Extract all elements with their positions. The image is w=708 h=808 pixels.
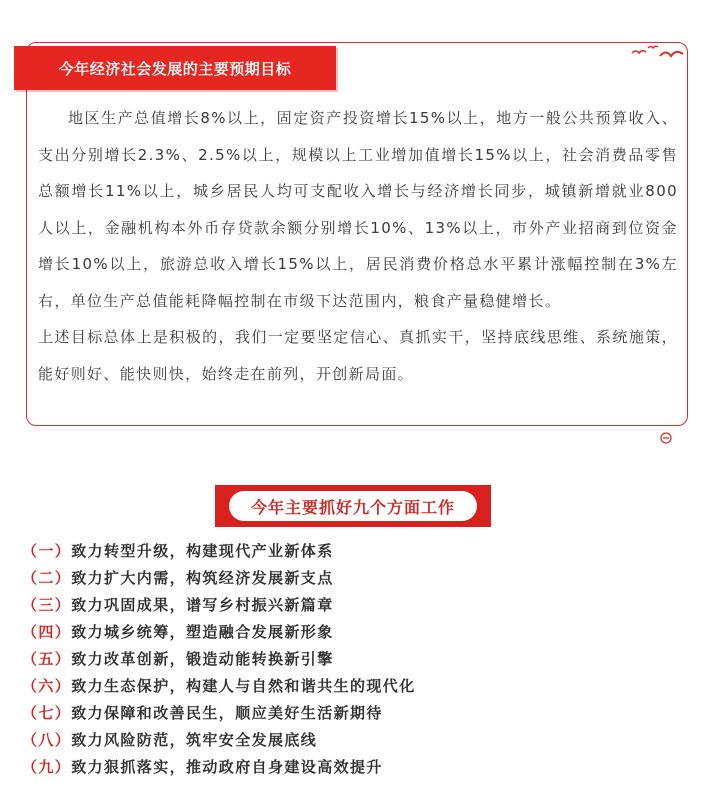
work-title: 今年主要抓好九个方面工作 — [250, 497, 455, 517]
item-number: （三） — [22, 596, 72, 614]
work-item-list — [22, 538, 702, 781]
list-item — [22, 565, 702, 592]
item-text: 致力风险防范，筑牢安全发展底线 — [71, 731, 318, 749]
item-text: 致力城乡统筹，塑造融合发展新形象 — [71, 623, 334, 641]
work-title-pill — [229, 491, 477, 521]
goals-title: 今年经济社会发展的主要预期目标 — [58, 59, 292, 78]
list-item — [22, 700, 702, 727]
item-number: （九） — [22, 758, 72, 776]
goals-paragraph-2: 上述目标总体上是积极的，我们一定要坚定信心、真抓实干，坚持底线思维、系统施策，能好则好、能快则快，始终走在前列，开创新局面。 — [38, 328, 678, 383]
list-item — [22, 673, 702, 700]
list-item — [22, 754, 702, 781]
item-text: 致力改革创新，锻造动能转换新引擎 — [71, 650, 334, 668]
item-text: 致力转型升级，构建现代产业新体系 — [71, 542, 334, 560]
list-item — [22, 646, 702, 673]
goals-paragraph-1: 地区生产总值增长8%以上，固定资产投资增长15%以上，地方一般公共预算收入、支出分别增长2.3%、2.5%以上，规模以上工业增加值增长15%以上，社会消费品零售总额增长11%以上，城乡居民人均可支配收入增长与经济增长同步，城镇新增就业800人以上，金融机构本外币存贷款余额分别增长10%、13%以上，市外产业招商到位资金增长10%以上，旅游总收入增长15%以上，居民消费价格总水平累计涨幅控制在3%左右，单位生产总值能耗降幅控制在市级下达范围内，粮食产量稳健增长。 — [38, 109, 678, 310]
item-number: （一） — [22, 542, 72, 560]
list-item — [22, 727, 702, 754]
item-text: 致力保障和改善民生，顺应美好生活新期待 — [71, 704, 383, 722]
item-text: 致力巩固成果，谱写乡村振兴新篇章 — [71, 596, 334, 614]
item-number: （六） — [22, 677, 72, 695]
item-text: 致力扩大内需，构筑经济发展新支点 — [71, 569, 334, 587]
goals-title-banner — [14, 46, 336, 90]
circle-arrow-icon — [659, 431, 673, 445]
item-text: 致力狠抓落实，推动政府自身建设高效提升 — [71, 758, 383, 776]
list-item — [22, 538, 702, 565]
item-text: 致力生态保护，构建人与自然和谐共生的现代化 — [71, 677, 416, 695]
item-number: （四） — [22, 623, 72, 641]
item-number: （八） — [22, 731, 72, 749]
item-number: （五） — [22, 650, 72, 668]
item-number: （二） — [22, 569, 72, 587]
birds-decoration-icon — [628, 44, 688, 72]
item-number: （七） — [22, 704, 72, 722]
goals-body — [38, 100, 678, 392]
work-title-banner — [215, 485, 491, 527]
list-item — [22, 592, 702, 619]
list-item — [22, 619, 702, 646]
